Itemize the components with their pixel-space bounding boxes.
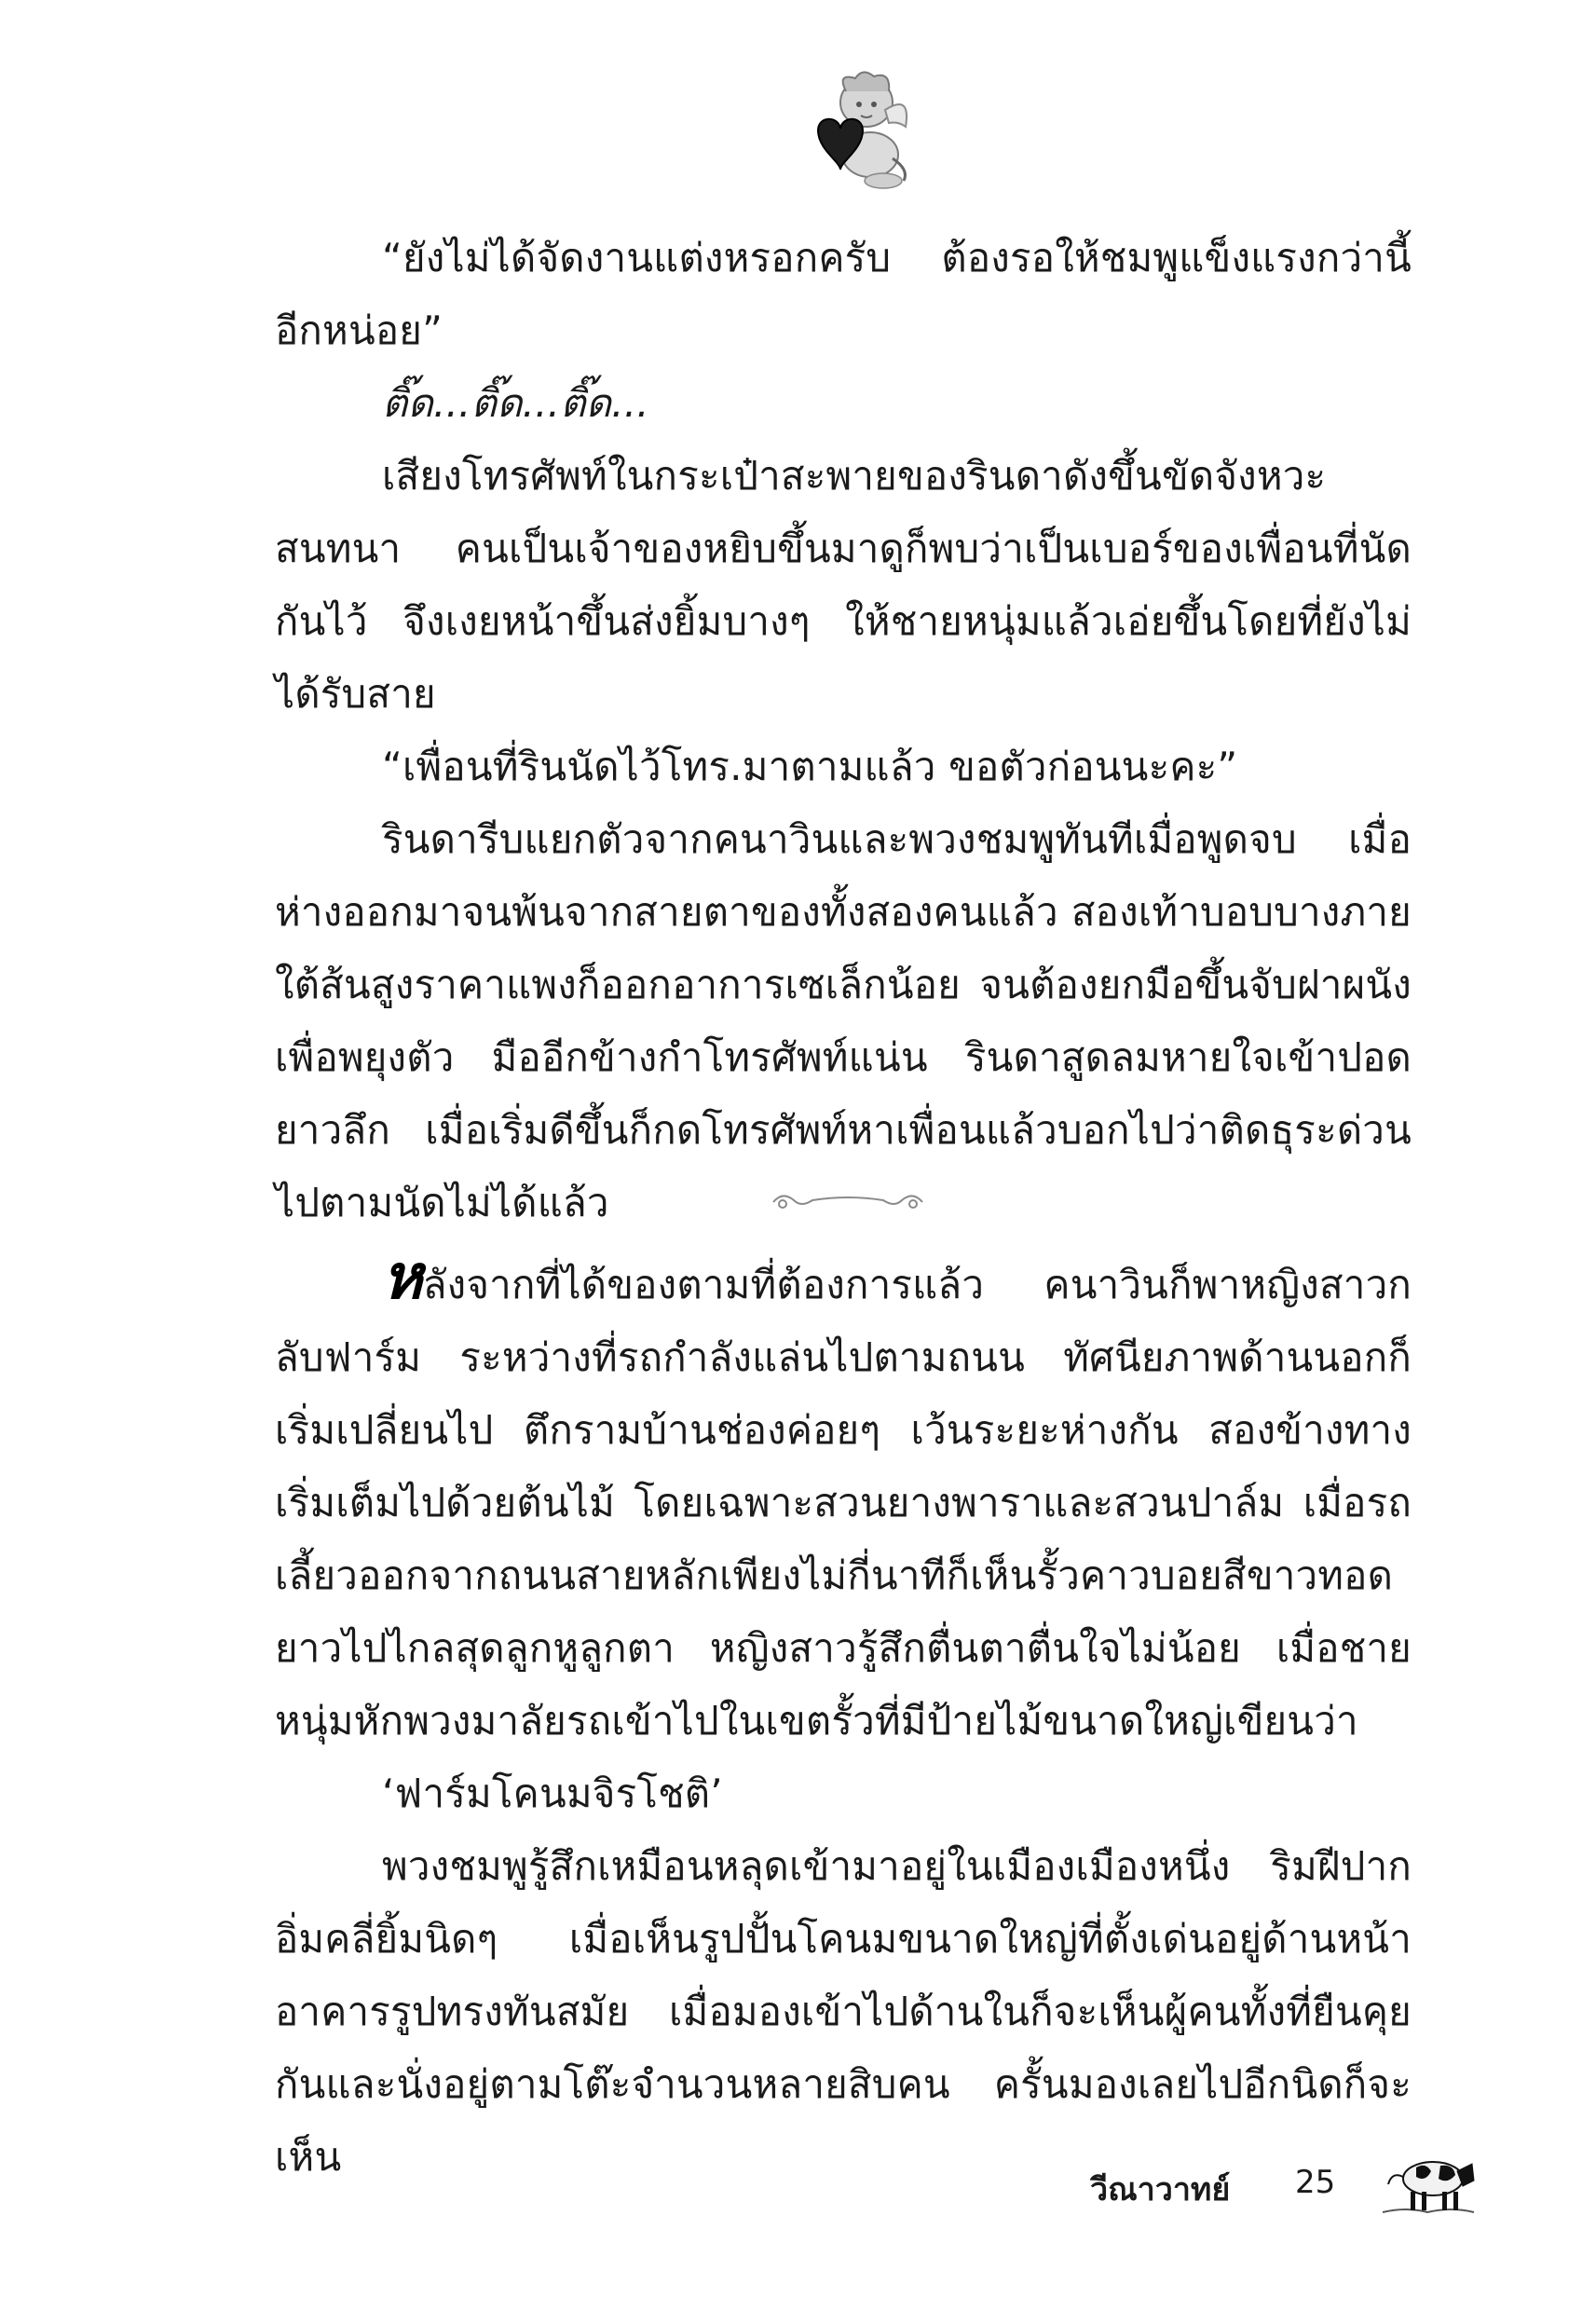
cupid-heart-icon bbox=[781, 65, 921, 191]
text-block-bottom bbox=[275, 1240, 1412, 2194]
flourish-divider-icon bbox=[764, 1182, 932, 1219]
cow-icon bbox=[1379, 2143, 1477, 2222]
text-block-top bbox=[275, 222, 1412, 1239]
page-number: 25 bbox=[1295, 2164, 1336, 2201]
page-footer bbox=[1025, 2143, 1491, 2236]
farm-sign-quote: ‘ฟาร์มโคนมจิรโชติ’ bbox=[382, 1771, 723, 1816]
dropcap-letter: ห bbox=[382, 1240, 423, 1313]
sound-effect-line: ติ๊ด...ติ๊ด...ติ๊ด... bbox=[382, 380, 649, 426]
paragraph-text: ลังจากที่ได้ของตามที่ต้องการแล้ว คนาวินก็พาหญิงสาวกลับฟาร์ม ระหว่างที่รถกำลังแล่นไปตามถนน ทัศนียภาพด้านนอกก็เริ่มเปลี่ยนไป ตึกรามบ้านช่องค่อยๆ เว้นระยะห่างกัน สองข้างทางเริ่มเต็มไปด้วยต้นไม้ โดยเฉพาะสวนยางพาราและสวนปาล์ม เมื่อรถเลี้ยวออกจากถนนสายหลักเพียงไม่กี่นาทีก็เห็นรั้วคาวบอยสีขาวทอดยาวไปไกลสุดลูกหูลูกตา หญิงสาวรู้สึกตื่นตาตื่นใจไม่น้อย เมื่อชายหนุ่มหักพวงมาลัยรถเข้าไปในเขตรั้วที่มีป้ายไม้ขนาดใหญ่เขียนว่า bbox=[275, 1262, 1412, 1744]
paragraph: “ยังไม่ได้จัดงานแต่งหรอกครับ ต้องรอให้ชมพูแข็งแรงกว่านี้อีกหน่อย” bbox=[275, 235, 1412, 353]
paragraph: “เพื่อนที่รินนัดไว้โทร.มาตามแล้ว ขอตัวก่อนนะคะ” bbox=[382, 744, 1238, 789]
paragraph: เสียงโทรศัพท์ในกระเป๋าสะพายของรินดาดังขึ้นขัดจังหวะสนทนา คนเป็นเจ้าของหยิบขึ้นมาดูก็พบว่าเป็นเบอร์ของเพื่อนที่นัดกันไว้ จึงเงยหน้าขึ้นส่งยิ้มบางๆ ให้ชายหนุ่มแล้วเอ่ยขึ้นโดยที่ยังไม่ได้รับสาย bbox=[275, 453, 1412, 717]
footer-book-title: วีณาวาทย์ bbox=[1090, 2171, 1231, 2208]
paragraph: รินดารีบแยกตัวจากคนาวินและพวงชมพูทันทีเมื่อพูดจบ เมื่อห่างออกมาจนพ้นจากสายตาของทั้งสองคนแล้ว สองเท้าบอบบางภายใต้ส้นสูงราคาแพงก็ออกอาการเซเล็กน้อย จนต้องยกมือขึ้นจับฝาผนังเพื่อพยุงตัว มืออีกข้างกำโทรศัพท์แน่น รินดาสูดลมหายใจเข้าปอดยาวลึก เมื่อเริ่มดีขึ้นก็กดโทรศัพท์หาเพื่อนแล้วบอกไปว่าติดธุระด่วน ไปตามนัดไม่ได้แล้ว bbox=[275, 816, 1412, 1225]
paragraph bbox=[275, 1240, 1412, 1757]
paragraph: พวงชมพูรู้สึกเหมือนหลุดเข้ามาอยู่ในเมืองเมืองหนึ่ง ริมฝีปากอิ่มคลี่ยิ้มนิดๆ เมื่อเห็นรูปปั้นโคนมขนาดใหญ่ที่ตั้งเด่นอยู่ด้านหน้าอาคารรูปทรงทันสมัย เมื่อมองเข้าไปด้านในก็จะเห็นผู้คนทั้งที่ยืนคุยกันและนั่งอยู่ตามโต๊ะจำนวนหลายสิบคน ครั้นมองเลยไปอีกนิดก็จะเห็น bbox=[275, 1843, 1412, 2180]
